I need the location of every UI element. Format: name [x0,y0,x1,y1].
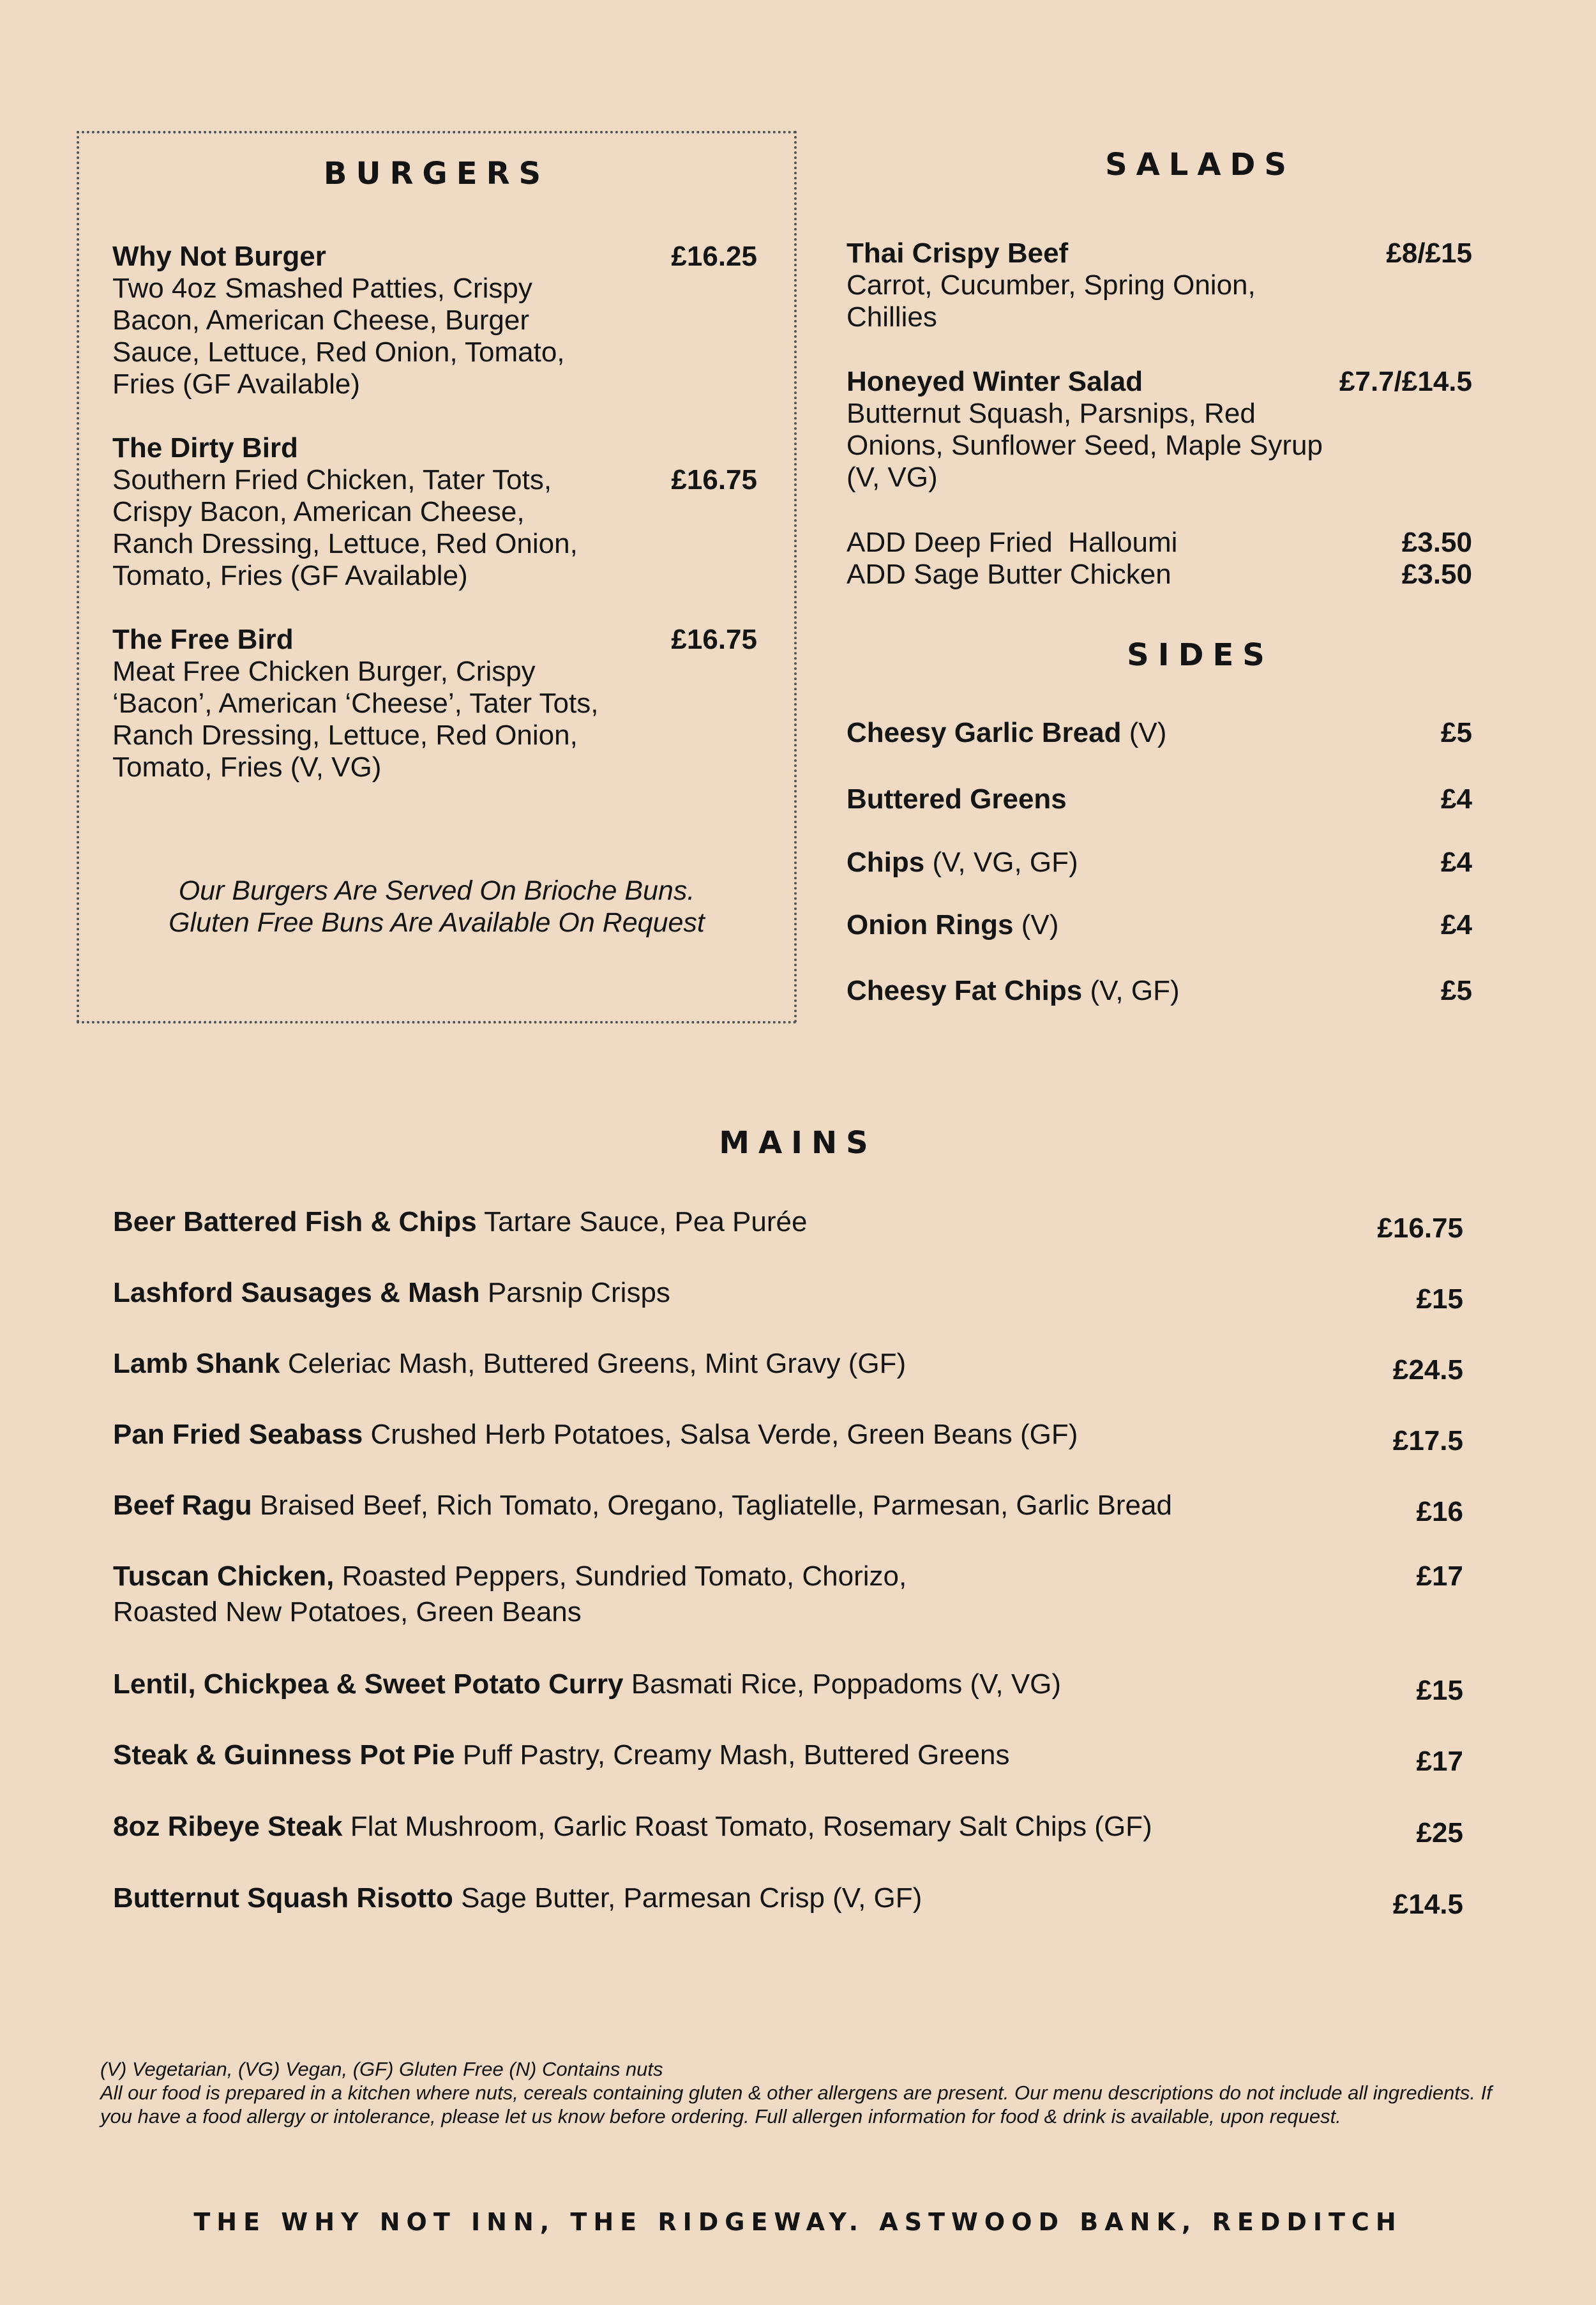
item-price: £16.25 [671,241,757,272]
item-name: The Dirty Bird [112,432,298,464]
item-description: Crushed Herb Potatoes, Salsa Verde, Green Beans (GF) [370,1419,1078,1450]
item-price: £16.75 [671,464,757,495]
item-name: Honeyed Winter Salad [847,366,1143,397]
item-name: Cheesy Fat Chips [847,975,1083,1006]
item-description: Butternut Squash, Parsnips, Red Onions, Sunflower Seed, Maple Syrup (V, VG) [847,398,1323,493]
item-price: £14.5 [1392,1889,1463,1920]
venue-address: THE WHY NOT INN, THE RIDGEWAY. ASTWOOD BANK, REDDITCH [193,2208,1403,2236]
item-price: £4 [1441,783,1472,815]
item-price: £5 [1441,975,1472,1006]
side-item [847,847,1472,879]
side-item [847,717,1472,749]
side-item [847,783,1472,815]
item-price: £7.7/£14.5 [1339,366,1472,397]
item-tags: (V, VG, GF) [932,847,1078,878]
item-name: Lashford Sausages & Mash [113,1277,480,1308]
main-item [113,1275,1463,1315]
item-name: Lamb Shank [113,1348,280,1379]
item-price: £24.5 [1392,1354,1463,1386]
item-description: Southern Fried Chicken, Tater Tots, Crispy Bacon, American Cheese, Ranch Dressing, Lettuce, Red Onion, Tomato, Fries (GF Available) [112,464,578,591]
item-description: Parsnip Crisps [487,1277,670,1308]
side-item [847,975,1472,1007]
salad-item [847,238,1472,333]
item-name: Beer Battered Fish & Chips [113,1206,477,1237]
item-name: Why Not Burger [112,241,326,272]
item-description: Roasted Peppers, Sundried Tomato, Chorizo, [342,1561,907,1592]
item-price: £17.5 [1392,1425,1463,1456]
mains-heading: MAINS [719,1125,877,1161]
item-name: Buttered Greens [847,783,1067,815]
side-item [847,909,1472,941]
main-item [113,1737,1463,1777]
main-item [113,1666,1463,1706]
addon-price: £3.50 [1401,527,1472,558]
item-name: Onion Rings [847,909,1014,941]
item-name: 8oz Ribeye Steak [113,1811,343,1842]
item-description: Two 4oz Smashed Patties, Crispy Bacon, American Cheese, Burger Sauce, Lettuce, Red Onion, Tomato, Fries (GF Available) [112,273,565,400]
allergen-notice: All our food is prepared in a kitchen where nuts, cereals containing gluten & other allergens are present. Our menu descriptions do not include all ingredients. If you have a food allergy or intolerance, please let us know before ordering. Full allergen information for food & drink is available, upon request. [100,2082,1492,2127]
item-tags: (V, GF) [1090,975,1180,1006]
item-description: Basmati Rice, Poppadoms (V, VG) [631,1668,1062,1700]
item-description: Flat Mushroom, Garlic Roast Tomato, Rosemary Salt Chips (GF) [350,1811,1152,1842]
main-item [113,1346,1463,1386]
item-tags: (V) [1021,909,1059,941]
item-price: £16.75 [671,624,757,655]
item-tags: (V) [1129,717,1167,748]
item-description: Meat Free Chicken Burger, Crispy ‘Bacon’, American ‘Cheese’, Tater Tots, Ranch Dressing, Lettuce, Red Onion, Tomato, Fries (V, VG) [112,656,599,783]
item-price: £17 [1416,1746,1463,1777]
item-price: £15 [1416,1283,1463,1315]
item-description: Celeriac Mash, Buttered Greens, Mint Gravy (GF) [287,1348,907,1379]
allergen-footer [100,2057,1492,2128]
main-item [113,1417,1463,1456]
burgers-heading: BURGERS [323,156,550,192]
item-price: £17 [1416,1561,1463,1592]
item-name: Steak & Guinness Pot Pie [113,1739,455,1771]
item-description: Puff Pastry, Creamy Mash, Buttered Greens [462,1739,1010,1771]
burger-item [112,624,757,783]
item-price: £4 [1441,909,1472,941]
item-name: Cheesy Garlic Bread [847,717,1122,748]
main-item [113,1204,1463,1244]
item-name: Tuscan Chicken, [113,1561,335,1592]
note-line: Gluten Free Buns Are Available On Request [169,907,705,938]
item-description: Sage Butter, Parmesan Crisp (V, GF) [461,1882,922,1914]
addon-price: £3.50 [1401,559,1472,590]
item-price: £16 [1416,1496,1463,1527]
item-price: £15 [1416,1675,1463,1706]
item-name: The Free Bird [112,624,294,655]
dietary-key: (V) Vegetarian, (VG) Vegan, (GF) Gluten Free (N) Contains nuts [100,2058,663,2080]
salad-addon [847,527,1472,559]
main-item [113,1809,1463,1848]
item-name: Lentil, Chickpea & Sweet Potato Curry [113,1668,624,1700]
salad-item [847,366,1472,494]
addon-label: ADD Sage Butter Chicken [847,559,1171,590]
item-price: £8/£15 [1386,238,1472,269]
item-description-line2: Roasted New Potatoes, Green Beans [113,1596,582,1628]
item-price: £4 [1441,847,1472,878]
item-price: £5 [1441,717,1472,748]
item-name: Thai Crispy Beef [847,238,1069,269]
note-line: Our Burgers Are Served On Brioche Buns. [178,875,695,906]
salads-heading: SALADS [1105,147,1295,183]
burger-item [112,241,757,400]
burger-bun-note [77,875,797,939]
item-price: £16.75 [1377,1213,1463,1244]
item-description: Carrot, Cucumber, Spring Onion, Chillies [847,269,1256,333]
item-name: Pan Fried Seabass [113,1419,363,1450]
burger-item [112,432,757,592]
main-item [113,1559,1463,1630]
salad-addon [847,559,1472,591]
item-name: Beef Ragu [113,1490,252,1521]
item-name: Butternut Squash Risotto [113,1882,453,1914]
main-item [113,1488,1463,1527]
addon-label: ADD Deep Fried Halloumi [847,527,1178,558]
item-name: Chips [847,847,925,878]
item-description: Tartare Sauce, Pea Purée [484,1206,808,1237]
item-price: £25 [1416,1817,1463,1848]
item-description: Braised Beef, Rich Tomato, Oregano, Tagliatelle, Parmesan, Garlic Bread [259,1490,1172,1521]
main-item [113,1880,1463,1920]
sides-heading: SIDES [1127,637,1274,673]
